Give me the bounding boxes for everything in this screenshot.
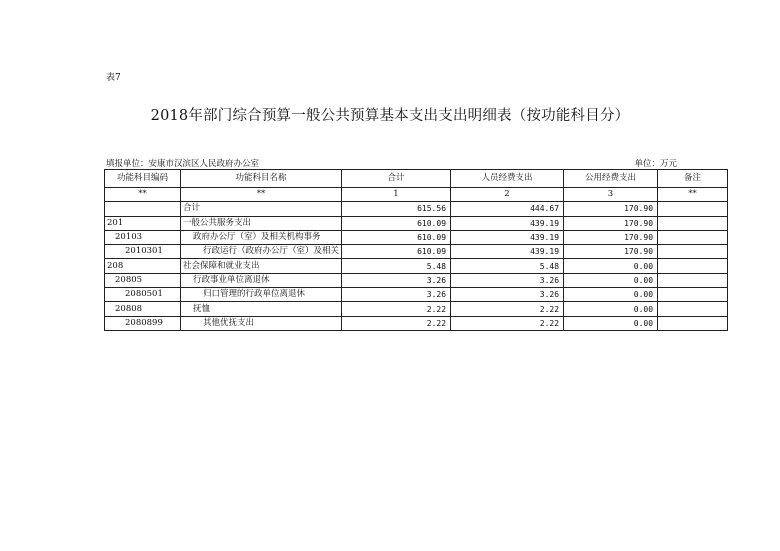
currency-unit: 单位：万元 [634, 159, 677, 169]
page-title: 2018年部门综合预算一般公共预算基本支出支出明细表（按功能科目分） [150, 108, 630, 124]
public-cell: 0.00 [564, 302, 658, 316]
name-cell: 归口管理的行政单位离退休 [181, 288, 342, 302]
index-cell: 2 [451, 188, 564, 202]
personnel-cell: 439.19 [451, 230, 564, 244]
public-cell: 0.00 [564, 273, 658, 287]
personnel-cell: 439.19 [451, 245, 564, 259]
name-cell: 社会保障和就业支出 [181, 259, 342, 273]
header-name: 功能科目名称 [181, 170, 342, 188]
header-public: 公用经费支出 [564, 170, 658, 188]
header-row [105, 170, 728, 188]
total-cell: 5.48 [342, 259, 451, 273]
code-cell: 20103 [105, 230, 181, 244]
table-row [105, 202, 728, 216]
personnel-cell: 439.19 [451, 216, 564, 230]
name-cell: 行政事业单位离退休 [181, 273, 342, 287]
note-cell [658, 316, 728, 330]
code-cell: 2080501 [105, 288, 181, 302]
note-cell [658, 302, 728, 316]
personnel-cell: 444.67 [451, 202, 564, 216]
total-cell: 2.22 [342, 302, 451, 316]
total-cell: 610.09 [342, 216, 451, 230]
name-cell: 抚恤 [181, 302, 342, 316]
table-row [105, 273, 728, 287]
index-row [105, 188, 728, 202]
note-cell [658, 259, 728, 273]
index-cell: 1 [342, 188, 451, 202]
table-row [105, 288, 728, 302]
personnel-cell: 2.22 [451, 316, 564, 330]
table-row [105, 245, 728, 259]
index-cell: ** [105, 188, 181, 202]
code-cell: 20805 [105, 273, 181, 287]
public-cell: 0.00 [564, 259, 658, 273]
table-row [105, 302, 728, 316]
note-cell [658, 245, 728, 259]
note-cell [658, 216, 728, 230]
code-cell: 2080899 [105, 316, 181, 330]
name-cell: 其他优抚支出 [181, 316, 342, 330]
total-cell: 3.26 [342, 288, 451, 302]
index-cell: ** [181, 188, 342, 202]
index-cell: 3 [564, 188, 658, 202]
total-cell: 615.56 [342, 202, 451, 216]
code-cell: 20808 [105, 302, 181, 316]
table-row [105, 259, 728, 273]
reporting-unit: 填报单位：安康市汉滨区人民政府办公室 [106, 159, 260, 169]
name-cell: 合计 [181, 202, 342, 216]
total-cell: 3.26 [342, 273, 451, 287]
total-cell: 2.22 [342, 316, 451, 330]
table-number: 表7 [106, 73, 121, 83]
note-cell [658, 288, 728, 302]
public-cell: 170.90 [564, 230, 658, 244]
index-cell: ** [658, 188, 728, 202]
table-row [105, 230, 728, 244]
code-cell: 201 [105, 216, 181, 230]
personnel-cell: 2.22 [451, 302, 564, 316]
public-cell: 0.00 [564, 316, 658, 330]
table-row [105, 316, 728, 330]
note-cell [658, 230, 728, 244]
code-cell [105, 202, 181, 216]
personnel-cell: 3.26 [451, 273, 564, 287]
public-cell: 170.90 [564, 216, 658, 230]
note-cell [658, 273, 728, 287]
personnel-cell: 3.26 [451, 288, 564, 302]
name-cell: 政府办公厅（室）及相关机构事务 [181, 230, 342, 244]
code-cell: 208 [105, 259, 181, 273]
header-code: 功能科目编码 [105, 170, 181, 188]
header-note: 备注 [658, 170, 728, 188]
total-cell: 610.09 [342, 230, 451, 244]
table-row [105, 216, 728, 230]
public-cell: 170.90 [564, 245, 658, 259]
header-total: 合计 [342, 170, 451, 188]
code-cell: 2010301 [105, 245, 181, 259]
public-cell: 0.00 [564, 288, 658, 302]
header-personnel: 人员经费支出 [451, 170, 564, 188]
name-cell: 行政运行（政府办公厅（室）及相关 [181, 245, 342, 259]
name-cell: 一般公共服务支出 [181, 216, 342, 230]
personnel-cell: 5.48 [451, 259, 564, 273]
note-cell [658, 202, 728, 216]
expenditure-table [104, 169, 728, 331]
public-cell: 170.90 [564, 202, 658, 216]
total-cell: 610.09 [342, 245, 451, 259]
